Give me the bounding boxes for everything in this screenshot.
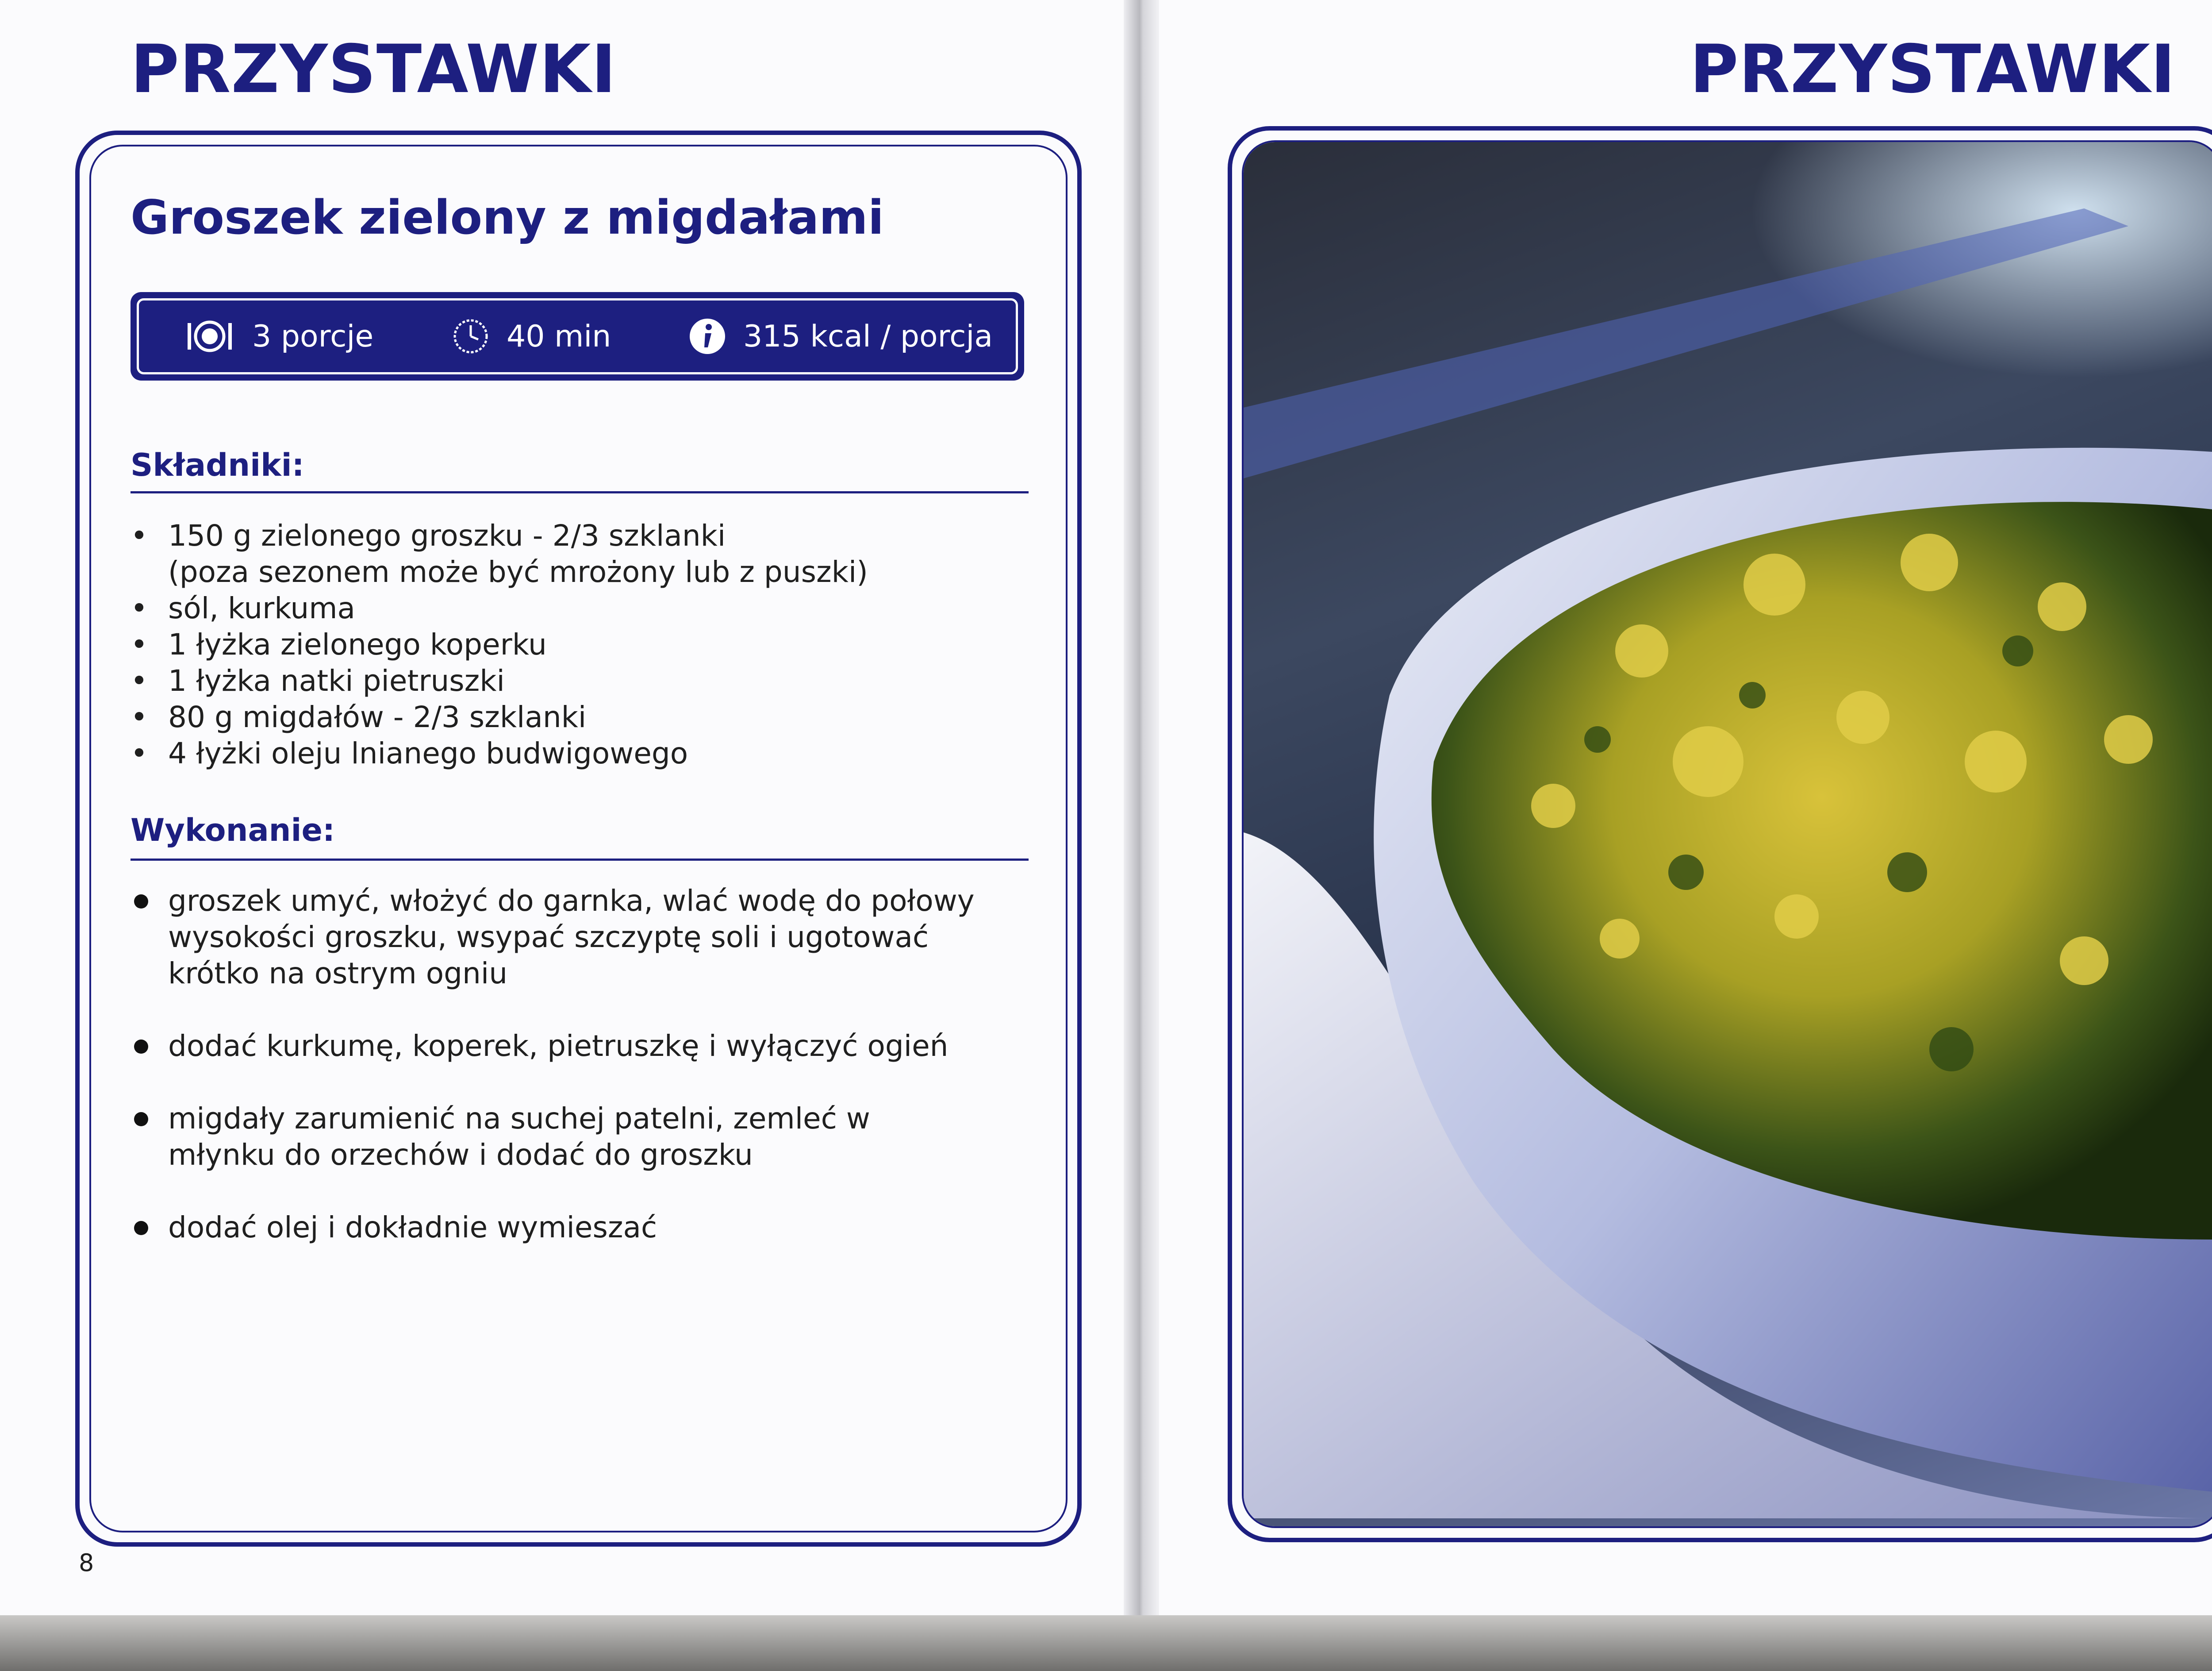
dish-illustration: [1244, 142, 2212, 1518]
ingredient-item: • 80 g migdałów - 2/3 szklanki: [131, 699, 1015, 735]
info-time-text: 40 min: [507, 319, 611, 354]
info-portions: [183, 300, 373, 372]
step-item: groszek umyć, włożyć do garnka, wlać wodę do połowy wysokości groszku, wsypać szczyptę soli i ugotować krótko na ostrym ogniu: [131, 883, 1009, 992]
dish-photo: [1242, 140, 2212, 1528]
steps-list: [131, 883, 1015, 1282]
ingredient-item: • 4 łyżki oleju lnianego budwigowego: [131, 735, 1015, 772]
plate-cutlery-icon: [183, 316, 236, 356]
info-calories: [687, 300, 993, 372]
info-portions-text: 3 porcje: [252, 319, 374, 354]
steps-divider: [131, 859, 1029, 861]
info-time: [451, 300, 611, 372]
info-bar-inner-border: [137, 298, 1018, 374]
scan-bottom-edge: [0, 1615, 2212, 1671]
ingredient-item: • sól, kurkuma: [131, 590, 1015, 627]
photo-frame: [1228, 126, 2212, 1542]
recipe-info-bar: [131, 292, 1024, 381]
step-item: dodać kurkumę, koperek, pietruszkę i wyłączyć ogień: [131, 1028, 1015, 1064]
ingredient-item: • 1 łyżka natki pietruszki: [131, 663, 1015, 699]
step-item: migdały zarumienić na suchej patelni, zemleć w młynku do orzechów i dodać do groszku: [131, 1101, 964, 1173]
ingredient-item: • 150 g zielonego groszku - 2/3 szklanki: [131, 518, 1015, 554]
clock-icon: [451, 316, 491, 356]
ingredient-continuation: (poza sezonem może być mrożony lub z puszki): [168, 555, 868, 589]
ingredient-item: • 1 łyżka zielonego koperku: [131, 627, 1015, 663]
step-item: dodać olej i dokładnie wymieszać: [131, 1209, 1015, 1246]
section-title-right: PRZYSTAWKI: [1690, 31, 2176, 108]
ingredients-divider: [131, 491, 1029, 493]
ingredients-list: [131, 518, 1015, 772]
recipe-title: Groszek zielony z migdałami: [131, 190, 884, 245]
section-title-left: PRZYSTAWKI: [131, 31, 617, 108]
page-number-left: 8: [79, 1549, 94, 1577]
info-icon: [687, 316, 727, 356]
ingredients-heading: Składniki:: [131, 447, 304, 483]
steps-heading: Wykonanie:: [131, 812, 335, 848]
info-calories-text: 315 kcal / porcja: [743, 319, 993, 354]
book-gutter: [1124, 0, 1159, 1620]
